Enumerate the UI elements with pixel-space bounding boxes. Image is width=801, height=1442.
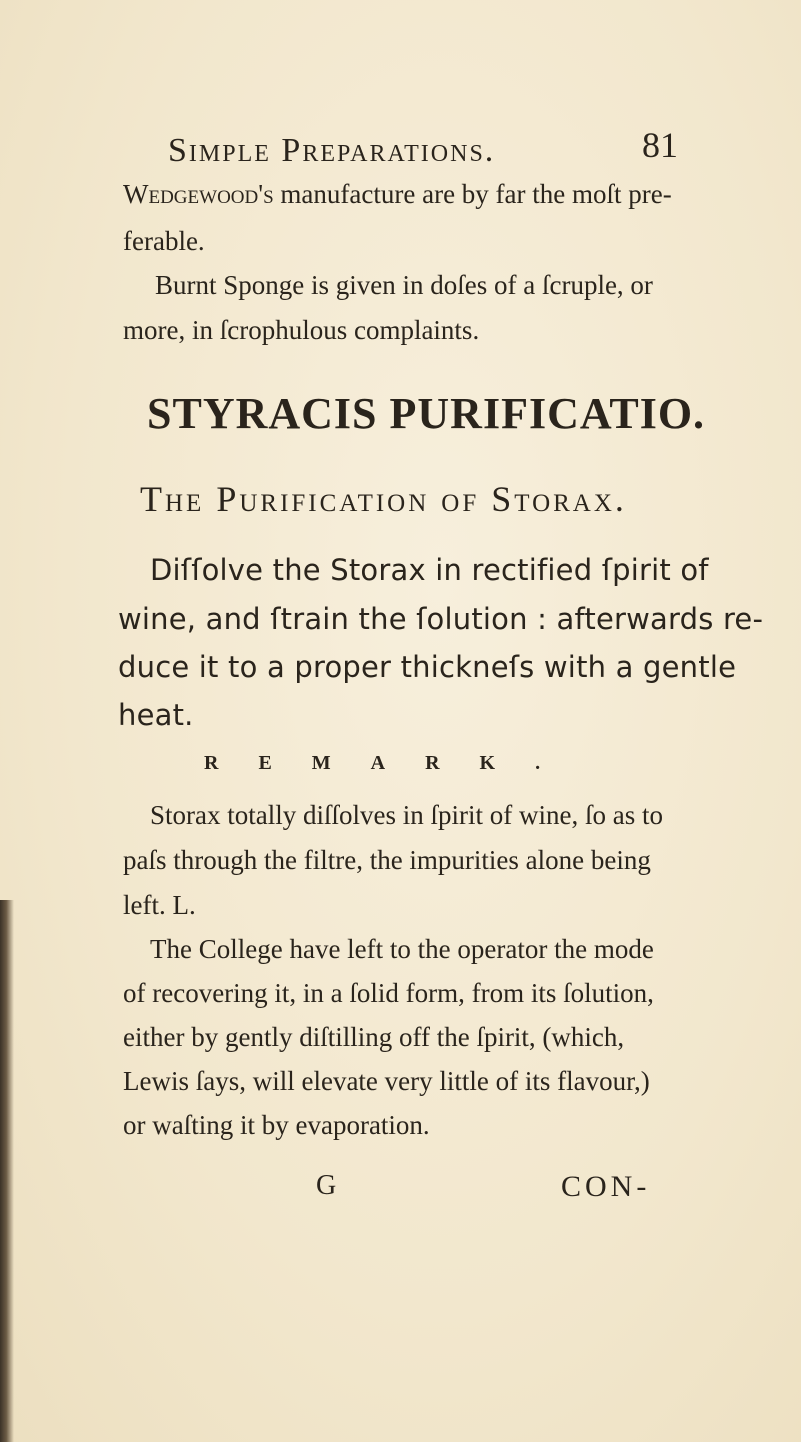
intro-line-2: ferable. <box>123 226 205 256</box>
remark-line-5: of recovering it, in a ſolid form, from its ſolution, <box>123 978 654 1008</box>
intro-line-1 <box>123 179 672 210</box>
section-heading: STYRACIS PURIFICATIO. <box>147 389 706 438</box>
remark-line-2: paſs through the filtre, the impurities alone being <box>123 845 651 875</box>
remark-line-3: left. L. <box>123 890 196 920</box>
remark-line-7: Lewis ſays, will elevate very little of its flavour,) <box>123 1066 650 1096</box>
page-number: 81 <box>642 125 678 165</box>
remark-line-6: either by gently diſtilling off the ſpirit, (which, <box>123 1022 625 1052</box>
body-line-1: Diſſolve the Storax in rectified ſpirit of <box>150 553 709 587</box>
intro-line-3: Burnt Sponge is given in doſes of a ſcruple, or <box>155 270 653 300</box>
remark-line-4: The College have left to the operator the mode <box>150 934 654 964</box>
body-line-2: wine, and ſtrain the ſolution : afterwards re- <box>118 602 764 636</box>
intro-line-1-text: manufacture are by far the moſt pre- <box>280 179 672 209</box>
running-head: Simple Preparations. <box>168 132 496 169</box>
body-line-3: duce it to a proper thickneſs with a gentle <box>118 650 737 684</box>
section-subheading: The Purification of Storax. <box>140 479 627 519</box>
signature-mark: G <box>316 1170 337 1201</box>
intro-first-word: Wedgewood's <box>123 179 274 209</box>
remark-line-1: Storax totally diſſolves in ſpirit of wine, ſo as to <box>150 800 663 830</box>
body-line-4: heat. <box>118 698 194 732</box>
remark-line-8: or waſting it by evaporation. <box>123 1110 430 1140</box>
intro-line-4: more, in ſcrophulous complaints. <box>123 315 480 345</box>
binding-shadow <box>0 900 14 1442</box>
remark-label: REMARK. <box>204 752 581 774</box>
catchword: CON- <box>561 1170 651 1203</box>
